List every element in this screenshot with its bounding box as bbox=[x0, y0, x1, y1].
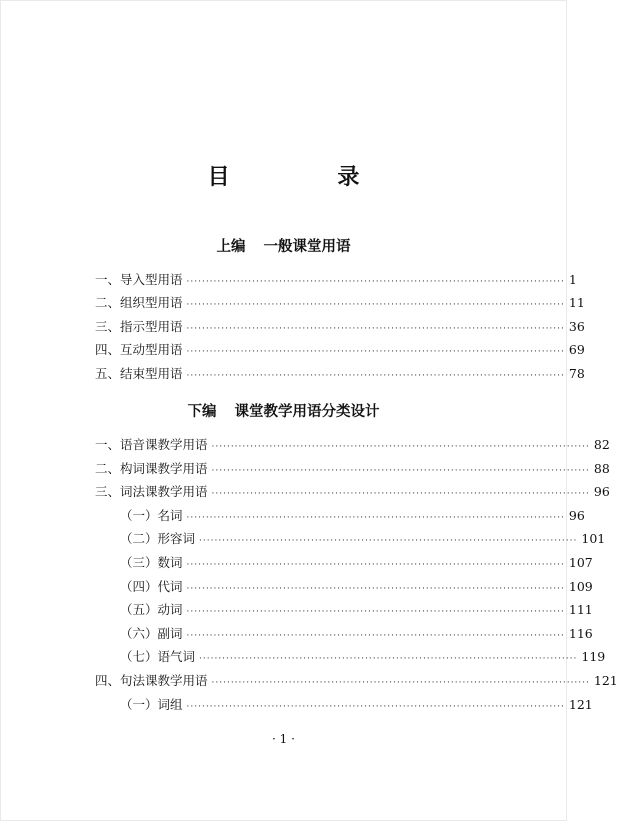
toc-entry[interactable] bbox=[95, 293, 585, 313]
toc-entry-label: 五、结束型用语 bbox=[95, 366, 183, 381]
leader-dots: ·································································································· bbox=[186, 560, 565, 570]
toc-subentry[interactable] bbox=[120, 695, 593, 715]
toc-entry-label: 二、构词课教学用语 bbox=[95, 461, 208, 476]
toc-entry-page: 107 bbox=[568, 555, 593, 570]
toc-subentry[interactable] bbox=[120, 647, 606, 667]
toc-entry[interactable] bbox=[95, 671, 618, 691]
leader-dots: ·································································································· bbox=[186, 631, 565, 641]
leader-dots: ·································································································· bbox=[186, 702, 565, 712]
toc-entry-page: 111 bbox=[568, 602, 593, 617]
toc-entry-page: 116 bbox=[568, 626, 593, 641]
toc-entry-label: 三、指示型用语 bbox=[95, 319, 183, 334]
toc-subentry[interactable] bbox=[120, 529, 606, 549]
toc-entry-page: 121 bbox=[568, 697, 593, 712]
leader-dots: ·································································································· bbox=[211, 466, 590, 476]
toc-entry-page: 88 bbox=[593, 461, 610, 476]
toc-entry[interactable] bbox=[95, 317, 585, 337]
page-number: · 1 · bbox=[272, 732, 295, 746]
toc-entry-page: 121 bbox=[593, 673, 618, 688]
toc-entry-label: 一、语音课教学用语 bbox=[95, 437, 208, 452]
toc-entry-page: 1 bbox=[568, 272, 577, 287]
toc-entry[interactable] bbox=[95, 459, 610, 479]
part2-heading bbox=[0, 400, 567, 421]
toc-entry-label: 三、词法课教学用语 bbox=[95, 484, 208, 499]
leader-dots: ·································································································· bbox=[211, 678, 590, 688]
toc-subentry[interactable] bbox=[120, 577, 593, 597]
toc-entry-page: 119 bbox=[581, 649, 606, 664]
toc-entry-label: （三）数词 bbox=[120, 555, 183, 570]
leader-dots: ·································································································· bbox=[211, 489, 590, 499]
toc-entry-page: 101 bbox=[581, 531, 606, 546]
toc-entry-page: 109 bbox=[568, 579, 593, 594]
leader-dots: ·································································································· bbox=[186, 371, 565, 381]
toc-entry-label: （七）语气词 bbox=[120, 649, 196, 664]
toc-entry-label: （一）名词 bbox=[120, 508, 183, 523]
toc-entry-page: 82 bbox=[593, 437, 610, 452]
part1-label: 上编 bbox=[216, 239, 246, 255]
toc-entry[interactable] bbox=[95, 340, 585, 360]
toc-entry[interactable] bbox=[95, 435, 610, 455]
toc-entry-page: 11 bbox=[568, 295, 585, 310]
toc-entry-page: 96 bbox=[593, 484, 610, 499]
part1-heading bbox=[0, 235, 567, 256]
page-title: 目 录 bbox=[207, 164, 410, 190]
leader-dots: ·································································································· bbox=[186, 277, 565, 287]
toc-subentry[interactable] bbox=[120, 506, 585, 526]
part2-label: 下编 bbox=[187, 404, 217, 420]
toc-entry-label: （一）词组 bbox=[120, 697, 183, 712]
leader-dots: ·································································································· bbox=[186, 607, 565, 617]
toc-entry-page: 69 bbox=[568, 342, 585, 357]
toc-subentry[interactable] bbox=[120, 624, 593, 644]
toc-entry[interactable] bbox=[95, 270, 577, 290]
toc-subentry[interactable] bbox=[120, 600, 593, 620]
toc-entry-page: 96 bbox=[568, 508, 585, 523]
toc-entry-label: 一、导入型用语 bbox=[95, 272, 183, 287]
toc-entry-label: （四）代词 bbox=[120, 579, 183, 594]
leader-dots: ·································································································· bbox=[186, 584, 565, 594]
leader-dots: ·································································································· bbox=[186, 347, 565, 357]
leader-dots: ·································································································· bbox=[199, 536, 578, 546]
toc-entry-page: 36 bbox=[568, 319, 585, 334]
part1-title: 一般课堂用语 bbox=[263, 239, 351, 255]
toc-entry-page: 78 bbox=[568, 366, 585, 381]
leader-dots: ·································································································· bbox=[211, 442, 590, 452]
part2-title: 课堂教学用语分类设计 bbox=[234, 404, 380, 420]
leader-dots: ·································································································· bbox=[186, 513, 565, 523]
toc-entry-label: 二、组织型用语 bbox=[95, 295, 183, 310]
toc-entry[interactable] bbox=[95, 482, 610, 502]
leader-dots: ·································································································· bbox=[186, 324, 565, 334]
toc-entry-label: 四、句法课教学用语 bbox=[95, 673, 208, 688]
leader-dots: ·································································································· bbox=[186, 300, 565, 310]
toc-entry-label: （六）副词 bbox=[120, 626, 183, 641]
toc-entry-label: 四、互动型用语 bbox=[95, 342, 183, 357]
toc-entry-label: （五）动词 bbox=[120, 602, 183, 617]
leader-dots: ·································································································· bbox=[199, 654, 578, 664]
toc-entry[interactable] bbox=[95, 364, 585, 384]
toc-entry-label: （二）形容词 bbox=[120, 531, 196, 546]
toc-subentry[interactable] bbox=[120, 553, 593, 573]
